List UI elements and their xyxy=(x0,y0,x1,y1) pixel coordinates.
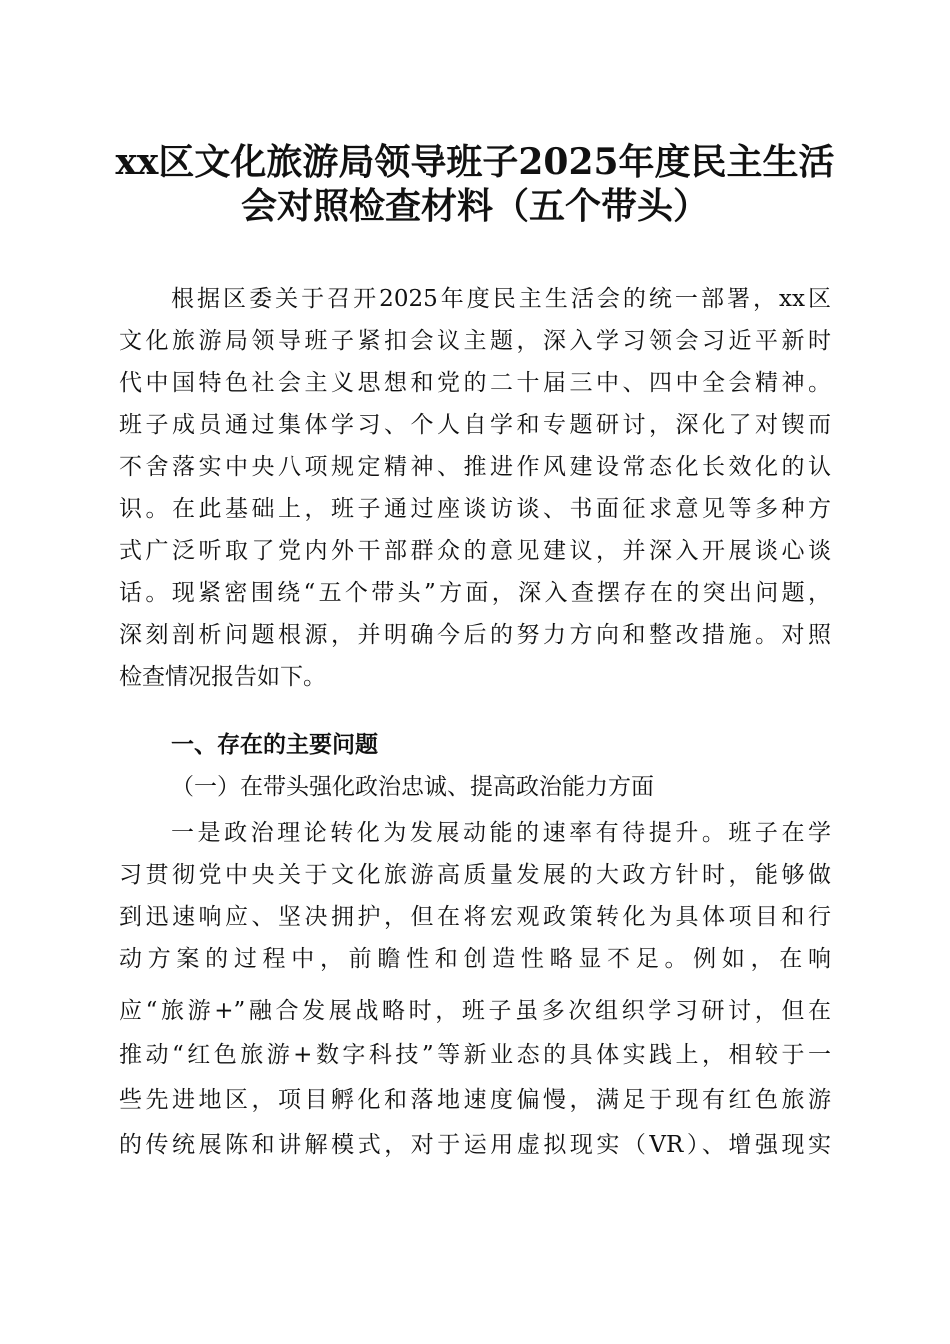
body-line: 一是政治理论转化为发展动能的速率有待提升。班子在学 xyxy=(171,820,831,846)
intro-line: 文化旅游局领导班子紧扣会议主题，深入学习领会习近平新时 xyxy=(119,328,831,354)
subsection-heading-1: （一）在带头强化政治忠诚、提高政治能力方面 xyxy=(171,774,654,800)
body-line: 的传统展陈和讲解模式，对于运用虚拟现实（VR）、增强现实 xyxy=(119,1132,831,1158)
intro-line: 式广泛听取了党内外干部群众的意见建议，并深入开展谈心谈 xyxy=(119,538,831,564)
body-line: 应“旅游+”融合发展战略时，班子虽多次组织学习研讨，但在 xyxy=(119,998,831,1024)
intro-line: 深刻剖析问题根源，并明确今后的努力方向和整改措施。对照 xyxy=(119,622,831,648)
body-line: 到迅速响应、坚决拥护，但在将宏观政策转化为具体项目和行 xyxy=(119,904,831,930)
intro-line: 识。在此基础上，班子通过座谈访谈、书面征求意见等多种方 xyxy=(119,496,831,522)
intro-line: 班子成员通过集体学习、个人自学和专题研讨，深化了对锲而 xyxy=(119,412,831,438)
intro-line: 检查情况报告如下。 xyxy=(119,664,326,690)
intro-line: 不舍落实中央八项规定精神、推进作风建设常态化长效化的认 xyxy=(119,454,831,480)
body-line: 些先进地区，项目孵化和落地速度偏慢，满足于现有红色旅游 xyxy=(119,1087,831,1113)
section-heading-1: 一、存在的主要问题 xyxy=(171,732,378,758)
intro-line: 代中国特色社会主义思想和党的二十届三中、四中全会精神。 xyxy=(119,370,831,396)
document-title-line-1: xx区文化旅游局领导班子2025年度民主生活 xyxy=(115,141,835,183)
body-line: 动方案的过程中，前瞻性和创造性略显不足。例如，在响 xyxy=(119,946,831,972)
document-title-line-2: 会对照检查材料（五个带头） xyxy=(240,185,709,227)
body-line: 推动“红色旅游+数字科技”等新业态的具体实践上，相较于一 xyxy=(119,1042,831,1068)
body-line: 习贯彻党中央关于文化旅游高质量发展的大政方针时，能够做 xyxy=(119,862,831,888)
intro-line: 根据区委关于召开2025年度民主生活会的统一部署，xx区 xyxy=(171,286,831,312)
intro-line: 话。现紧密围绕“五个带头”方面，深入查摆存在的突出问题， xyxy=(119,580,831,606)
